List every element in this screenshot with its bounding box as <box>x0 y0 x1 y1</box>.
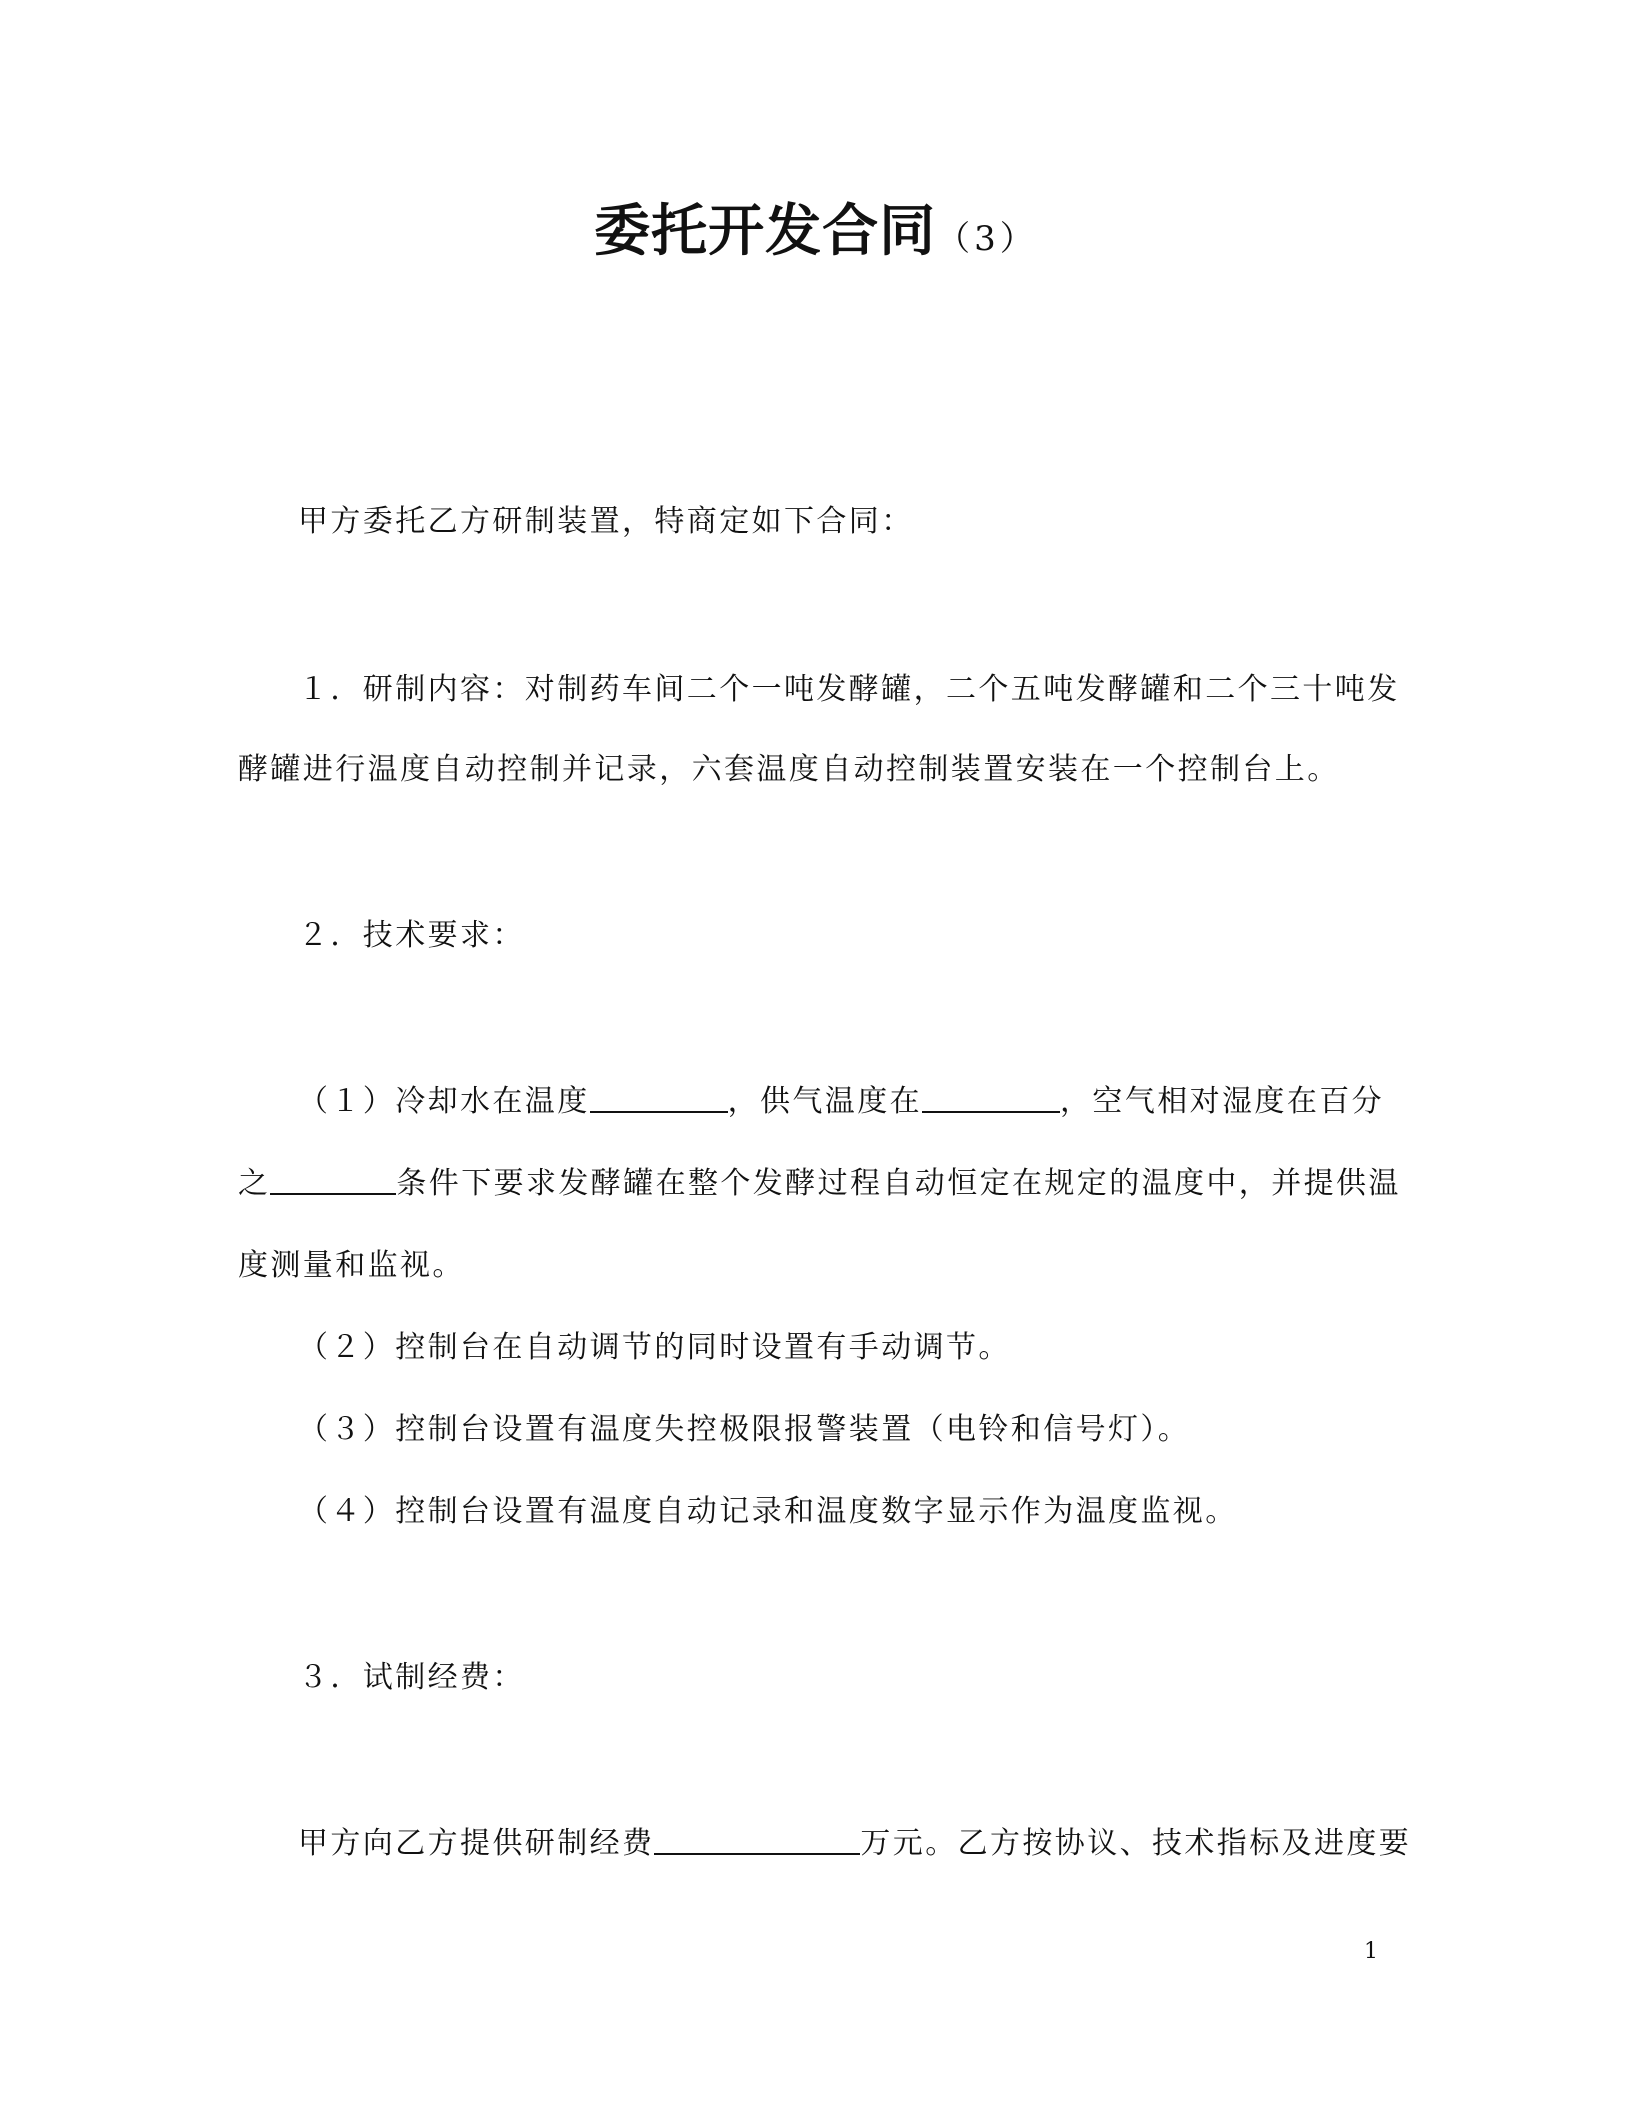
requirement-1-line-1 <box>298 1080 1448 1124</box>
requirement-1-text-e: 条件下要求发酵罐在整个发酵过程自动恒定在规定的温度中，并提供温 <box>396 1166 1401 1201</box>
requirement-4: （４）控制台设置有温度自动记录和温度数字显示作为温度监视。 <box>298 1494 1238 1529</box>
funding-paragraph <box>298 1822 1448 1866</box>
relative-humidity-blank <box>270 1163 396 1195</box>
clause-2-heading: ２．技术要求： <box>298 918 525 953</box>
clause-3-heading: ３．试制经费： <box>298 1660 525 1695</box>
title-suffix: （3） <box>936 219 1038 259</box>
funding-text-a: 甲方向乙方提供研制经费 <box>298 1826 655 1861</box>
requirement-1-line-3: 度测量和监视。 <box>238 1248 465 1283</box>
clause-1-line-1: １．研制内容：对制药车间二个一吨发酵罐，二个五吨发酵罐和二个三十吨发 <box>298 672 1400 707</box>
requirement-3: （３）控制台设置有温度失控极限报警装置（电铃和信号灯）。 <box>298 1412 1191 1447</box>
clause-1-line-2: 酵罐进行温度自动控制并记录，六套温度自动控制装置安装在一个控制台上。 <box>238 752 1340 787</box>
cooling-water-temperature-blank <box>590 1081 728 1113</box>
title-text: 委托开发合同 <box>594 199 937 264</box>
document-title <box>0 196 1632 275</box>
requirement-1-text-d: 之 <box>238 1166 271 1201</box>
requirement-1-line-2 <box>238 1162 1401 1206</box>
requirement-1-text-b: ，供气温度在 <box>727 1084 923 1119</box>
funding-amount-blank <box>654 1823 860 1855</box>
funding-text-b: 万元。乙方按协议、技术指标及进度要 <box>860 1826 1412 1861</box>
requirement-1-text-a: （１）冷却水在温度 <box>298 1084 590 1119</box>
intro-paragraph: 甲方委托乙方研制装置，特商定如下合同： <box>298 504 914 539</box>
air-supply-temperature-blank <box>922 1081 1060 1113</box>
requirement-2: （２）控制台在自动调节的同时设置有手动调节。 <box>298 1330 1011 1365</box>
page-number: 1 <box>1364 1939 1378 1964</box>
requirement-1-text-c: ，空气相对湿度在百分 <box>1060 1084 1385 1119</box>
